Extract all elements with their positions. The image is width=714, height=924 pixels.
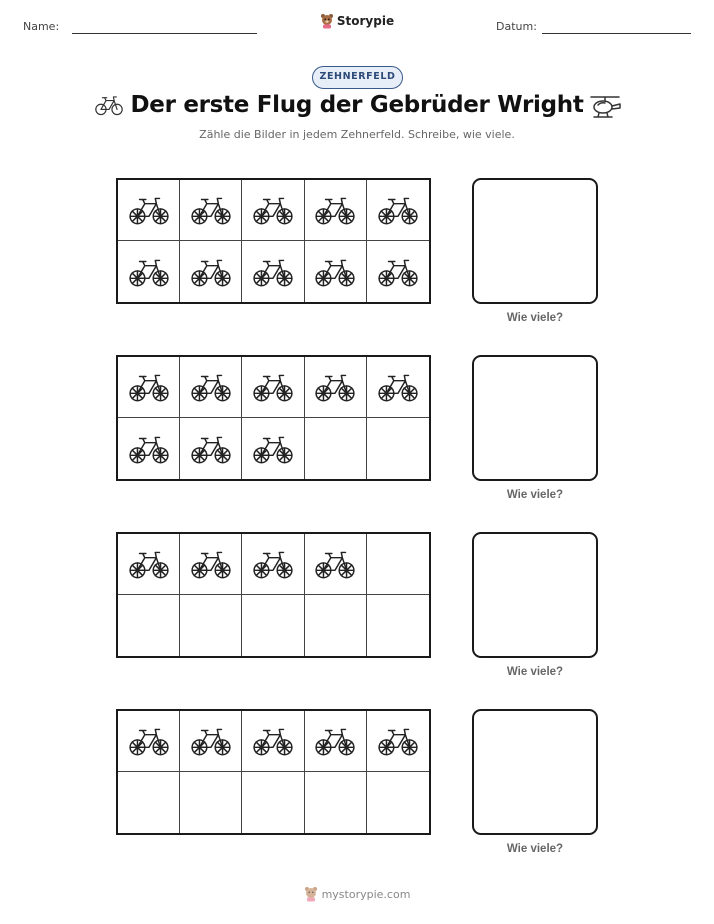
ten-frame-cell <box>242 357 304 418</box>
ten-frame-cell <box>180 241 242 302</box>
ten-frame-cell <box>118 595 180 656</box>
bicycle-icon <box>252 725 294 757</box>
answer-box[interactable] <box>472 355 598 481</box>
ten-frame-cell <box>305 711 367 772</box>
date-label: Datum: <box>496 20 537 33</box>
bicycle-icon <box>128 194 170 226</box>
question-label: Wie viele? <box>506 666 564 678</box>
bicycle-icon <box>252 256 294 288</box>
ten-frame-cell <box>367 180 429 241</box>
worksheet-instructions: Zähle die Bilder in jedem Zehnerfeld. Schreibe, wie viele. <box>199 128 515 141</box>
ten-frame-cell <box>118 711 180 772</box>
ten-frame-cell <box>367 711 429 772</box>
ten-frame-cell <box>180 418 242 479</box>
bear-logo-icon <box>304 886 318 902</box>
bicycle-icon <box>252 433 294 465</box>
ten-frame-cell <box>367 772 429 833</box>
bicycle-icon <box>314 371 356 403</box>
question-label: Wie viele? <box>506 312 564 324</box>
ten-frame-cell <box>180 534 242 595</box>
bicycle-icon <box>128 433 170 465</box>
footer-url: mystorypie.com <box>321 887 411 901</box>
bicycle-icon <box>128 371 170 403</box>
bicycle-icon <box>128 256 170 288</box>
ten-frame-cell <box>305 772 367 833</box>
ten-frame-cell <box>305 418 367 479</box>
ten-frame-cell <box>118 534 180 595</box>
name-label: Name: <box>23 20 60 33</box>
ten-frame-cell <box>367 595 429 656</box>
bicycle-icon <box>128 548 170 580</box>
bicycle-icon <box>377 371 419 403</box>
brand-name: Storypie <box>336 14 395 28</box>
ten-frame-cell <box>305 241 367 302</box>
ten-frame-cell <box>118 418 180 479</box>
ten-frame <box>116 532 431 658</box>
ten-frame-cell <box>305 595 367 656</box>
bicycle-icon <box>252 548 294 580</box>
footer <box>0 886 714 907</box>
ten-frame-cell <box>242 534 304 595</box>
ten-frame-cell <box>367 241 429 302</box>
ten-frame-cell <box>118 180 180 241</box>
bicycle-icon <box>190 433 232 465</box>
bicycle-icon <box>314 725 356 757</box>
helicopter-icon <box>588 92 622 122</box>
ten-frame-cell <box>180 711 242 772</box>
ten-frame-cell <box>242 418 304 479</box>
answer-box[interactable] <box>472 709 598 835</box>
ten-frame-cell <box>305 357 367 418</box>
bicycle-icon <box>190 725 232 757</box>
bicycle-icon <box>190 371 232 403</box>
bicycle-icon <box>377 256 419 288</box>
worksheet-title: Der erste Flug der Gebrüder Wright <box>130 92 584 118</box>
ten-frame-cell <box>242 772 304 833</box>
ten-frame <box>116 355 431 481</box>
bear-logo-icon <box>320 13 334 29</box>
ten-frame-cell <box>118 241 180 302</box>
ten-frame-cell <box>180 772 242 833</box>
bicycle-icon <box>377 725 419 757</box>
ten-frame-cell <box>367 357 429 418</box>
question-label: Wie viele? <box>506 489 564 501</box>
brand <box>0 13 714 34</box>
bicycle-icon <box>252 194 294 226</box>
ten-frame-cell <box>305 180 367 241</box>
bicycle-icon <box>190 548 232 580</box>
bicycle-icon <box>190 256 232 288</box>
bicycle-icon <box>314 194 356 226</box>
category-badge: ZEHNERFELD <box>312 66 403 89</box>
ten-frame-cell <box>242 595 304 656</box>
answer-box[interactable] <box>472 532 598 658</box>
ten-frame-cell <box>242 711 304 772</box>
date-line[interactable] <box>542 33 691 34</box>
bicycle-icon <box>190 194 232 226</box>
ten-frame-cell <box>305 534 367 595</box>
ten-frame-cell <box>242 241 304 302</box>
bicycle-icon <box>377 194 419 226</box>
bicycle-icon <box>128 725 170 757</box>
ten-frame-cell <box>118 357 180 418</box>
ten-frame <box>116 178 431 304</box>
bicycle-icon <box>252 371 294 403</box>
bicycle-icon <box>314 548 356 580</box>
ten-frame-cell <box>118 772 180 833</box>
ten-frame-cell <box>367 534 429 595</box>
bicycle-icon <box>314 256 356 288</box>
ten-frame-cell <box>180 180 242 241</box>
ten-frame-cell <box>367 418 429 479</box>
ten-frame-cell <box>242 180 304 241</box>
ten-frame-cell <box>180 595 242 656</box>
question-label: Wie viele? <box>506 843 564 855</box>
ten-frame <box>116 709 431 835</box>
answer-box[interactable] <box>472 178 598 304</box>
ten-frame-cell <box>180 357 242 418</box>
